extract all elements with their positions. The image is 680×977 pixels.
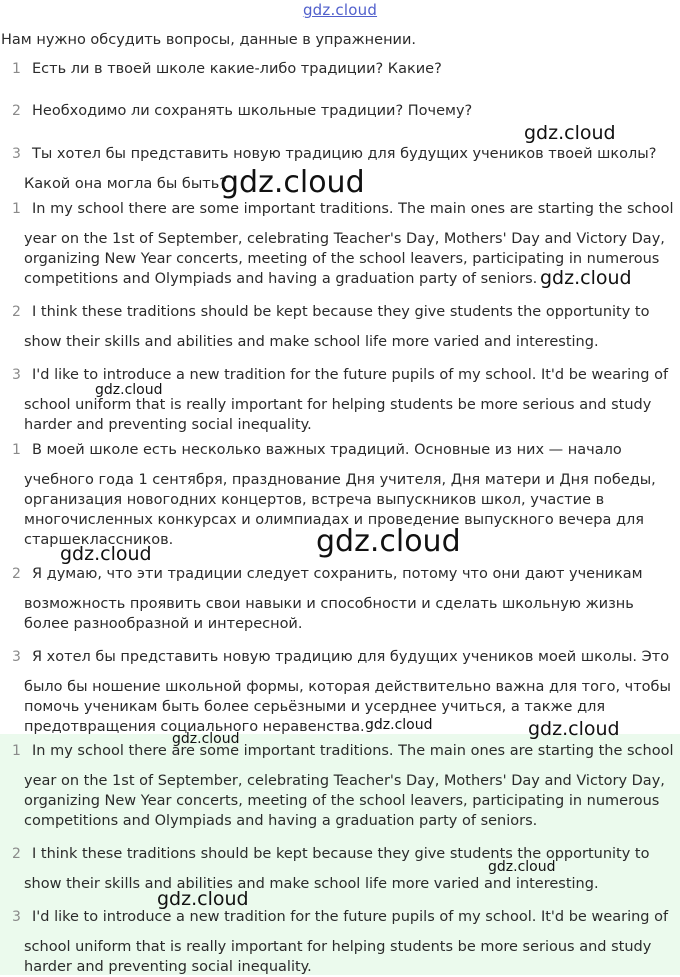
answer-text: school uniform that is really important for helping students be more serious and study [24, 397, 652, 413]
answer-text: competitions and Olympiads and having a graduation party of seniors. [24, 271, 538, 287]
answer-text: В моей школе есть несколько важных традиций. Основные из них — начало [32, 442, 622, 458]
answer-number: 1 [12, 201, 21, 217]
question-text: Есть ли в твоей школе какие-либо традиции? Какие? [32, 61, 442, 77]
answer-text: year on the 1st of September, celebrating Teacher's Day, Mothers' Day and Victory Day, [24, 231, 665, 247]
answer-text: school uniform that is really important for helping students be more serious and study [24, 939, 652, 955]
question-text: Ты хотел бы представить новую традицию для будущих учеников твоей школы? [32, 146, 657, 162]
watermark: gdz.cloud [316, 524, 461, 559]
answer-text: In my school there are some important traditions. The main ones are starting the school [32, 743, 674, 759]
answer-text: I'd like to introduce a new tradition for the future pupils of my school. It'd be wearing of [32, 367, 669, 383]
answer-number: 3 [12, 909, 21, 925]
answer-text: organizing New Year concerts, meeting of the school leavers, participating in numerous [24, 251, 660, 267]
answer-text: I'd like to introduce a new tradition for the future pupils of my school. It'd be wearing of [32, 909, 669, 925]
answer-text: Я хотел бы представить новую традицию для будущих учеников моей школы. Это [32, 649, 670, 665]
answer-text: organizing New Year concerts, meeting of the school leavers, participating in numerous [24, 793, 660, 809]
answer-text: harder and preventing social inequality. [24, 959, 312, 975]
answer-number: 1 [12, 442, 21, 458]
watermark: gdz.cloud [488, 859, 556, 875]
answer-text: I think these traditions should be kept because they give students the opportunity to [32, 846, 650, 862]
watermark: gdz.cloud [540, 267, 632, 289]
answer-number: 3 [12, 367, 21, 383]
answer-number: 1 [12, 743, 21, 759]
watermark: gdz.cloud [157, 888, 249, 910]
watermark: gdz.cloud [365, 717, 433, 733]
answer-text: возможность проявить свои навыки и способности и сделать школьную жизнь [24, 596, 634, 612]
answer-text: show their skills and abilities and make school life more varied and interesting. [24, 876, 599, 892]
answer-text: более разнообразной и интересной. [24, 616, 303, 632]
question-number: 2 [12, 103, 21, 119]
answer-text: многочисленных конкурсах и олимпиадах и проведение выпускного вечера для [24, 512, 644, 528]
answer-number: 2 [12, 846, 21, 862]
answer-number: 2 [12, 566, 21, 582]
watermark: gdz.cloud [172, 731, 240, 747]
answer-text: учебного года 1 сентября, празднование Дня учителя, Дня матери и Дня победы, [24, 472, 656, 488]
header-watermark-link[interactable]: gdz.cloud [302, 1, 378, 19]
answer-text: было бы ношение школьной формы, которая действительно важна для того, чтобы [24, 679, 671, 695]
answer-text: I think these traditions should be kept because they give students the opportunity to [32, 304, 650, 320]
question-text: Какой она могла бы быть? [24, 176, 227, 192]
answer-text: competitions and Olympiads and having a graduation party of seniors. [24, 813, 538, 829]
answer-text: старшеклассников. [24, 532, 174, 548]
answer-text: year on the 1st of September, celebrating Teacher's Day, Mothers' Day and Victory Day, [24, 773, 665, 789]
question-number: 1 [12, 61, 21, 77]
watermark: gdz.cloud [524, 122, 616, 144]
answer-number: 3 [12, 649, 21, 665]
question-text: Необходимо ли сохранять школьные традиции? Почему? [32, 103, 473, 119]
answer-text: In my school there are some important traditions. The main ones are starting the school [32, 201, 674, 217]
answer-text: организация новогодних концертов, встреча выпускников школ, участие в [24, 492, 605, 508]
answer-text: harder and preventing social inequality. [24, 417, 312, 433]
watermark: gdz.cloud [60, 543, 152, 565]
answer-text: помочь ученикам быть более серьёзными и усерднее учиться, а также для [24, 699, 606, 715]
answer-number: 2 [12, 304, 21, 320]
watermark: gdz.cloud [95, 382, 163, 398]
watermark: gdz.cloud [528, 718, 620, 740]
watermark: gdz.cloud [220, 165, 365, 200]
answer-text: show their skills and abilities and make school life more varied and interesting. [24, 334, 599, 350]
answer-text: предотвращения социального неравенства. [24, 719, 365, 735]
question-number: 3 [12, 146, 21, 162]
answer-text: Я думаю, что эти традиции следует сохранить, потому что они дают ученикам [32, 566, 643, 582]
intro-text: Нам нужно обсудить вопросы, данные в упражнении. [1, 32, 417, 48]
